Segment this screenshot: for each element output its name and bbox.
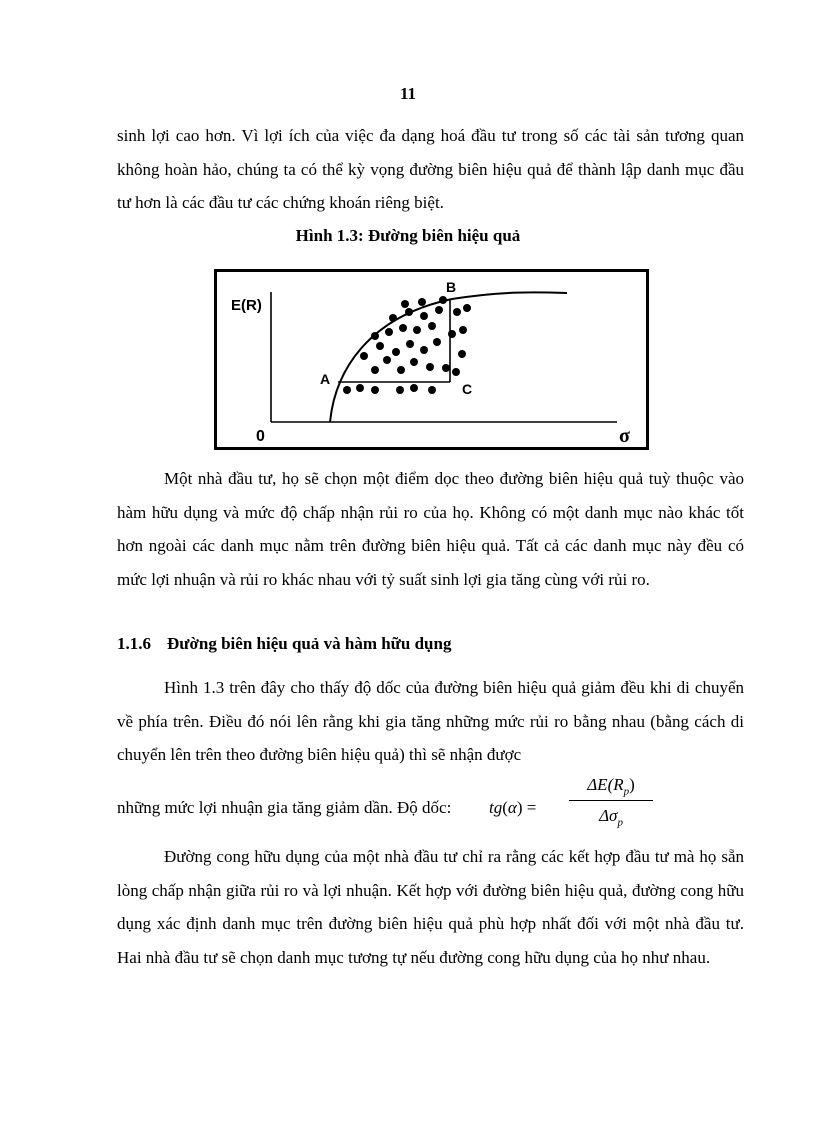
efficient-frontier-diagram	[217, 272, 646, 447]
fraction-bar	[569, 800, 653, 801]
paragraph-2: Một nhà đầu tư, họ sẽ chọn một điểm dọc theo đường biên hiệu quả tuỳ thuộc vào hàm hữu dụng và mức độ chấp nhận rủi ro của họ. Không có một danh mục nào khác tốt hơn ngoài các danh mục nằm trên đường biên hiệu quả. Tất cả các danh mục này đều có mức lợi nhuận và rủi ro khác nhau với tỷ suất sinh lợi gia tăng cùng với rủi ro.	[117, 469, 744, 589]
paragraph-3-end: những mức lợi nhuận gia tăng giảm dần. Độ dốc:	[117, 798, 452, 817]
formula-lhs: tg(α) =	[489, 798, 537, 817]
point-b-label: B	[446, 279, 457, 295]
figure-caption: Hình 1.3: Đường biên hiệu quả	[295, 226, 521, 245]
formula-fraction	[569, 772, 653, 829]
paragraph-3: Hình 1.3 trên đây cho thấy độ dốc của đường biên hiệu quả giảm đều khi di chuyển về phía trên. Điều đó nói lên rằng khi gia tăng những mức rủi ro bằng nhau (bằng cách di chuyển lên trên theo đường biên hiệu quả) thì sẽ nhận được	[117, 678, 744, 764]
paragraph-1: sinh lợi cao hơn. Vì lợi ích của việc đa dạng hoá đầu tư trong số các tài sản tương quan không hoàn hảo, chúng ta có thể kỳ vọng đường biên hiệu quả để thành lập danh mục đầu tư hơn là các đầu tư các chứng khoán riêng biệt.	[117, 126, 744, 212]
formula-line	[117, 772, 744, 832]
efficient-frontier-figure	[214, 269, 649, 450]
formula-numerator: $\Delta E(R_p)$	[587, 775, 635, 798]
portfolio-dots	[343, 296, 471, 394]
section-number: 1.1.6	[117, 634, 151, 653]
section-heading	[117, 634, 451, 654]
point-a-label: A	[320, 371, 331, 387]
origin-label: 0	[256, 428, 265, 445]
section-title: Đường biên hiệu quả và hàm hữu dụng	[167, 634, 452, 653]
point-c-label: C	[462, 381, 473, 397]
formula-denominator: $\Delta\sigma_p$	[599, 806, 623, 829]
y-axis-label: E(R)	[231, 297, 262, 314]
paragraph-4: Đường cong hữu dụng của một nhà đầu tư chỉ ra rằng các kết hợp đầu tư mà họ sẵn lòng chấp nhận giữa rủi ro và lợi nhuận. Kết hợp với đường biên hiệu quả, đường cong hữu dụng xác định danh mục trên đường biên hiệu quả phù hợp nhất đối với một nhà đầu tư. Hai nhà đầu tư sẽ chọn danh mục tương tự nếu đường cong hữu dụng của họ như nhau.	[117, 847, 744, 967]
page-number: 11	[399, 84, 417, 103]
x-axis-label: σ	[619, 425, 630, 447]
